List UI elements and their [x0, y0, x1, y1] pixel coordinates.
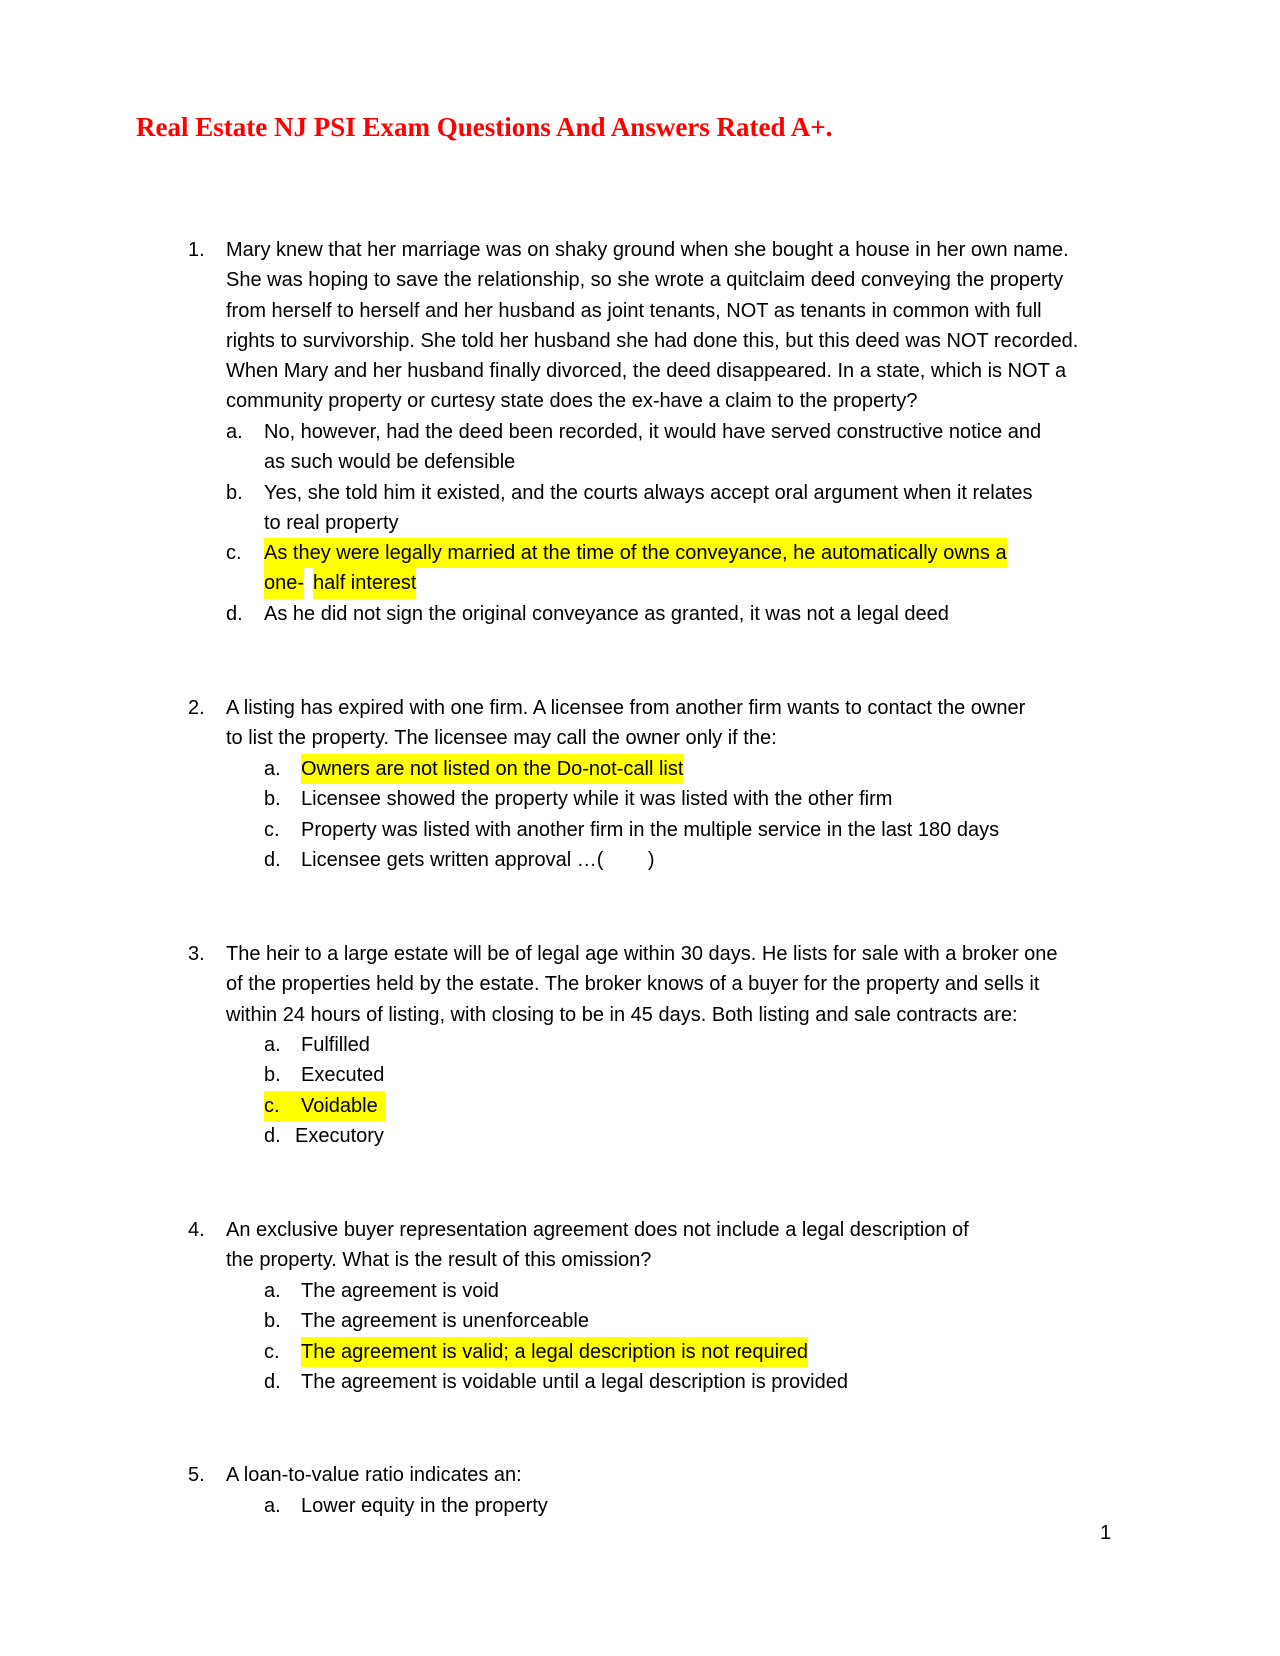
answer-options — [264, 1491, 764, 1521]
stem-line: A listing has expired with one firm. A licensee from another firm wants to contact the owner — [226, 697, 1026, 719]
question-4 — [188, 1215, 1148, 1405]
option-a — [264, 1491, 764, 1521]
option-text: As he did not sign the original conveyance as granted, it was not a legal deed — [264, 602, 949, 625]
question-number: 2. — [188, 697, 205, 719]
question-stem — [226, 235, 1078, 417]
stem-line: community property or curtesy state does the ex-have a claim to the property? — [226, 390, 918, 413]
option-letter: c. — [264, 1094, 280, 1117]
document-title: Real Estate NJ PSI Exam Questions And Answers Rated A+. — [136, 112, 833, 142]
option-a — [264, 1030, 664, 1060]
option-text: Licensee gets written approval …( ) — [301, 848, 655, 871]
correct-answer-highlight: half interest — [313, 568, 416, 598]
question-3 — [188, 939, 1148, 1159]
question-number: 4. — [188, 1219, 205, 1241]
option-letter: a. — [264, 1495, 281, 1517]
option-b — [264, 1060, 664, 1090]
stem-line: An exclusive buyer representation agreement does not include a legal description of — [226, 1219, 969, 1241]
option-letter: b. — [226, 481, 243, 504]
answer-options — [264, 754, 1124, 875]
question-stem — [226, 1215, 969, 1276]
option-letter: b. — [264, 1310, 281, 1333]
option-a — [226, 417, 1126, 447]
option-text: Lower equity in the property — [301, 1495, 548, 1517]
option-text: Voidable — [301, 1094, 378, 1117]
option-d — [264, 845, 1124, 875]
option-b — [264, 1306, 1064, 1336]
correct-answer-highlight: one- — [264, 568, 304, 598]
option-letter: d. — [264, 1124, 281, 1147]
option-b-continued — [226, 508, 1126, 538]
option-c — [226, 538, 1126, 568]
option-letter: c. — [264, 818, 280, 841]
option-letter: a. — [264, 1280, 281, 1302]
stem-line: When Mary and her husband finally divorced, the deed disappeared. In a state, which is NOT a — [226, 360, 1067, 383]
stem-line: within 24 hours of listing, with closing to be in 45 days. Both listing and sale contracts are: — [226, 1003, 1018, 1026]
option-text: Fulfilled — [301, 1034, 370, 1056]
page-number: 1 — [1100, 1522, 1112, 1544]
option-text: as such would be defensible — [264, 451, 516, 474]
question-number: 1. — [188, 239, 205, 261]
option-d — [226, 599, 1126, 629]
option-text: The agreement is unenforceable — [301, 1310, 589, 1333]
option-text: Executed — [301, 1064, 385, 1087]
option-a-continued — [226, 447, 1126, 477]
question-stem — [226, 1460, 522, 1490]
option-letter: b. — [264, 788, 281, 811]
stem-line: from herself to herself and her husband as joint tenants, NOT as tenants in common with full — [226, 299, 1042, 322]
question-number: 5. — [188, 1464, 205, 1486]
option-letter: c. — [264, 1340, 280, 1363]
question-stem — [226, 693, 1025, 754]
option-text: The agreement is void — [301, 1280, 499, 1302]
option-a — [264, 1276, 1064, 1306]
question-2 — [188, 693, 1148, 893]
stem-line: of the properties held by the estate. The broker knows of a buyer for the property and sells it — [226, 973, 1040, 996]
option-letter: a. — [226, 421, 243, 443]
option-text: The agreement is voidable until a legal description is provided — [301, 1370, 848, 1393]
option-text: to real property — [264, 511, 399, 534]
question-5 — [188, 1460, 1148, 1530]
correct-answer-highlight: As they were legally married at the time of the conveyance, he automatically owns a — [264, 538, 1007, 568]
option-c — [264, 1337, 1064, 1367]
question-stem — [226, 939, 1058, 1030]
answer-options — [226, 417, 1126, 629]
answer-options — [264, 1276, 1064, 1397]
option-letter: d. — [264, 848, 281, 871]
option-c — [264, 1091, 664, 1121]
option-letter: a. — [264, 758, 281, 780]
stem-line: to list the property. The licensee may call the owner only if the: — [226, 727, 777, 750]
option-b — [264, 784, 1124, 814]
option-b — [226, 478, 1126, 508]
question-1 — [188, 235, 1148, 635]
option-text: Property was listed with another firm in the multiple service in the last 180 days — [301, 818, 1000, 841]
correct-answer-highlight: The agreement is valid; a legal description is not required — [301, 1337, 808, 1367]
option-text: Yes, she told him it existed, and the courts always accept oral argument when it relates — [264, 481, 1033, 504]
stem-line: the property. What is the result of this omission? — [226, 1249, 652, 1272]
stem-line: She was hoping to save the relationship, so she wrote a quitclaim deed conveying the property — [226, 269, 1064, 292]
option-letter: d. — [264, 1370, 281, 1393]
question-number: 3. — [188, 943, 205, 965]
option-text: No, however, had the deed been recorded, it would have served constructive notice and — [264, 421, 1042, 443]
option-text: Executory — [295, 1124, 384, 1147]
stem-line: The heir to a large estate will be of legal age within 30 days. He lists for sale with a broker one — [226, 943, 1058, 965]
option-letter: a. — [264, 1034, 281, 1056]
stem-line: Mary knew that her marriage was on shaky ground when she bought a house in her own name. — [226, 239, 1069, 261]
option-letter: c. — [226, 542, 242, 565]
answer-options — [264, 1030, 664, 1151]
option-text: Licensee showed the property while it was listed with the other firm — [301, 788, 893, 811]
option-letter: b. — [264, 1064, 281, 1087]
option-c-continued — [226, 568, 1126, 598]
option-d — [264, 1367, 1064, 1397]
stem-line: rights to survivorship. She told her husband she had done this, but this deed was NOT recorded. — [226, 329, 1079, 352]
option-d — [264, 1121, 664, 1151]
stem-line: A loan-to-value ratio indicates an: — [226, 1464, 522, 1486]
option-a — [264, 754, 1124, 784]
option-letter: d. — [226, 602, 243, 625]
correct-answer-highlight: Owners are not listed on the Do-not-call list — [301, 754, 683, 784]
option-c — [264, 815, 1124, 845]
